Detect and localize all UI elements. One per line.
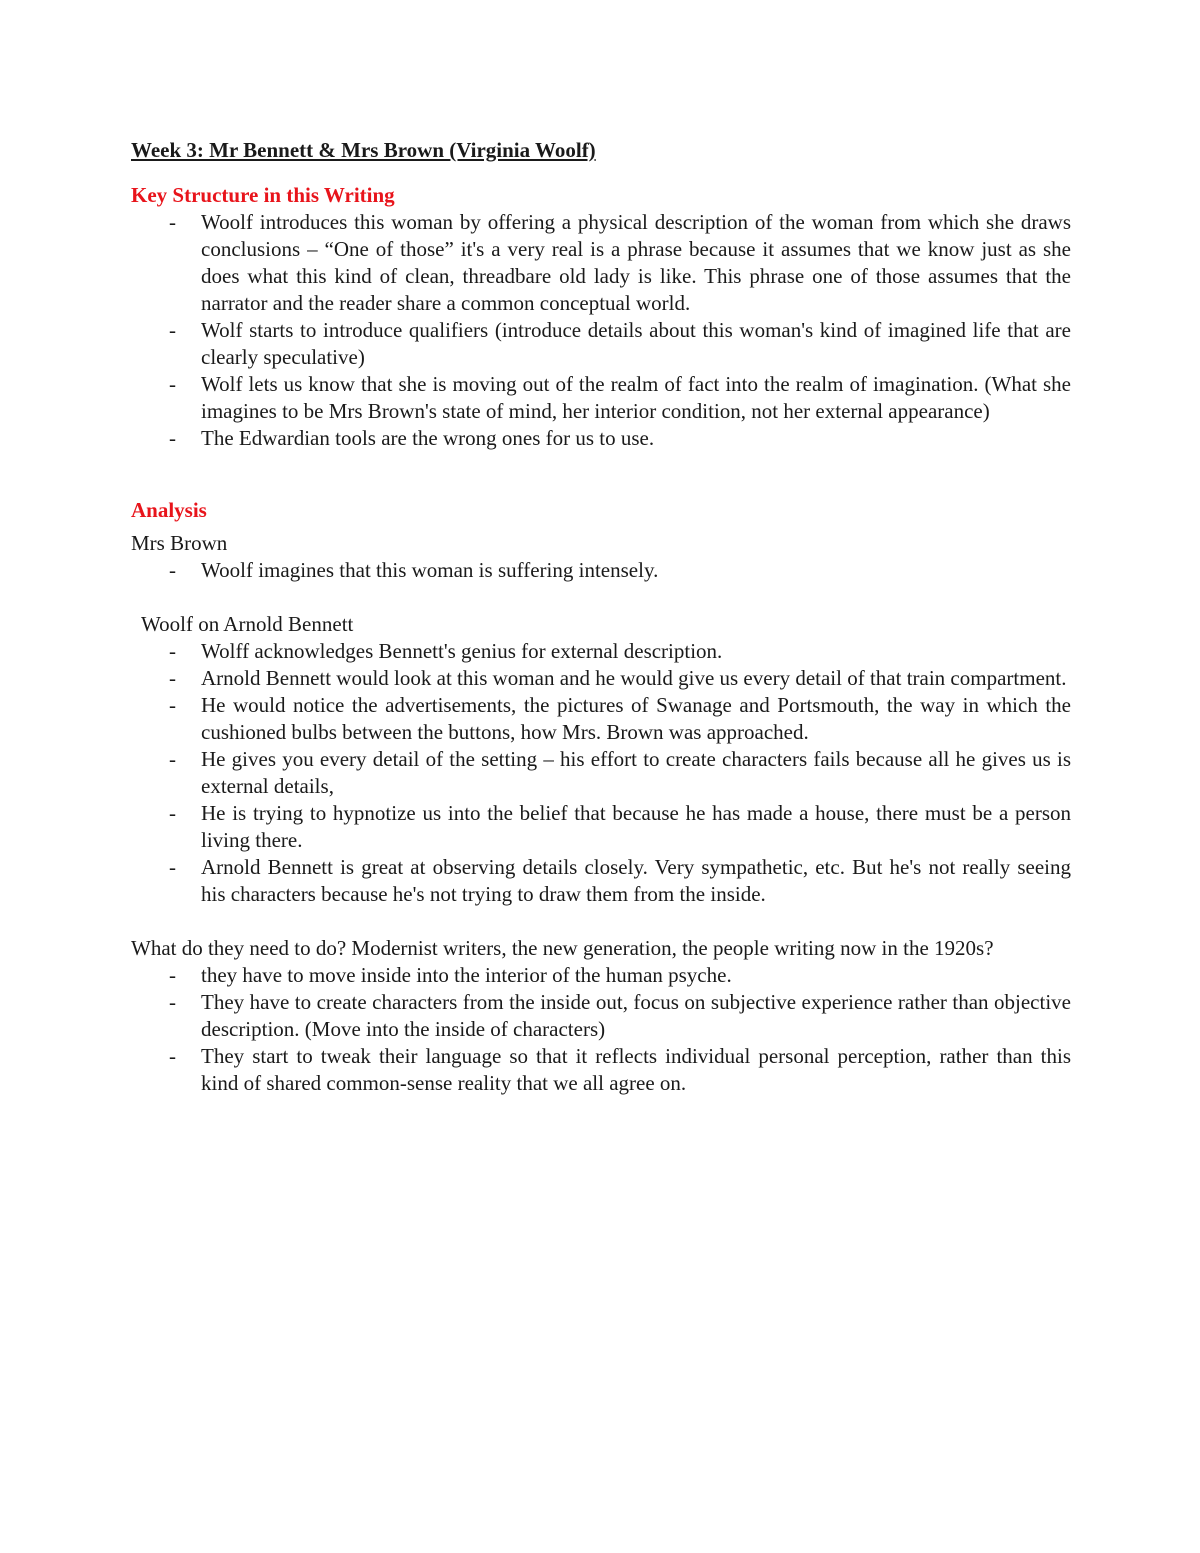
mrs-brown-list: [131, 557, 1071, 584]
section-heading-key-structure: Key Structure in this Writing: [131, 183, 395, 207]
list-item: - Arnold Bennett would look at this woman and he would give us every detail of that train compartment.: [131, 665, 1071, 692]
list-item: - He would notice the advertisements, the pictures of Swanage and Portsmouth, the way in which the cushioned bulbs between the buttons, how Mrs. Brown was approached.: [131, 692, 1071, 746]
list-item: - Wolf starts to introduce qualifiers (introduce details about this woman's kind of imagined life that are clearly speculative): [131, 317, 1071, 371]
list-item: - Woolf introduces this woman by offering a physical description of the woman from which she draws conclusions – “One of those” it's a very real is a phrase because it assumes that we know just as she does what this kind of clean, threadbare old lady is like. This phrase one of those assumes that the narrator and the reader share a common conceptual world.: [131, 209, 1071, 317]
modernists-question: What do they need to do? Modernist writers, the new generation, the people writing now in the 1920s?: [131, 936, 994, 960]
list-item: - They have to create characters from the inside out, focus on subjective experience rather than objective description. (Move into the inside of characters): [131, 989, 1071, 1043]
section-heading-analysis: Analysis: [131, 498, 207, 522]
bennett-list: [131, 638, 1071, 908]
list-item: - they have to move inside into the interior of the human psyche.: [131, 962, 1071, 989]
document-title: Week 3: Mr Bennett & Mrs Brown (Virginia Woolf): [131, 138, 596, 162]
key-structure-list: [131, 209, 1071, 452]
document-page: [131, 136, 1071, 1097]
list-item: - He gives you every detail of the setting – his effort to create characters fails because all he gives us is external details,: [131, 746, 1071, 800]
list-item: - The Edwardian tools are the wrong ones for us to use.: [131, 425, 1071, 452]
list-item: - Wolf lets us know that she is moving out of the realm of fact into the realm of imagination. (What she imagines to be Mrs Brown's state of mind, her interior condition, not her external appearance): [131, 371, 1071, 425]
mrs-brown-label: Mrs Brown: [131, 531, 228, 555]
modernists-list: [131, 962, 1071, 1097]
list-item: - He is trying to hypnotize us into the belief that because he has made a house, there must be a person living there.: [131, 800, 1071, 854]
list-item: - Woolf imagines that this woman is suffering intensely.: [131, 557, 1071, 584]
list-item: - They start to tweak their language so that it reflects individual personal perception, rather than this kind of shared common-sense reality that we all agree on.: [131, 1043, 1071, 1097]
bennett-label: Woolf on Arnold Bennett: [141, 612, 354, 636]
list-item: - Arnold Bennett is great at observing details closely. Very sympathetic, etc. But he's not really seeing his characters because he's not trying to draw them from the inside.: [131, 854, 1071, 908]
list-item: - Wolff acknowledges Bennett's genius for external description.: [131, 638, 1071, 665]
